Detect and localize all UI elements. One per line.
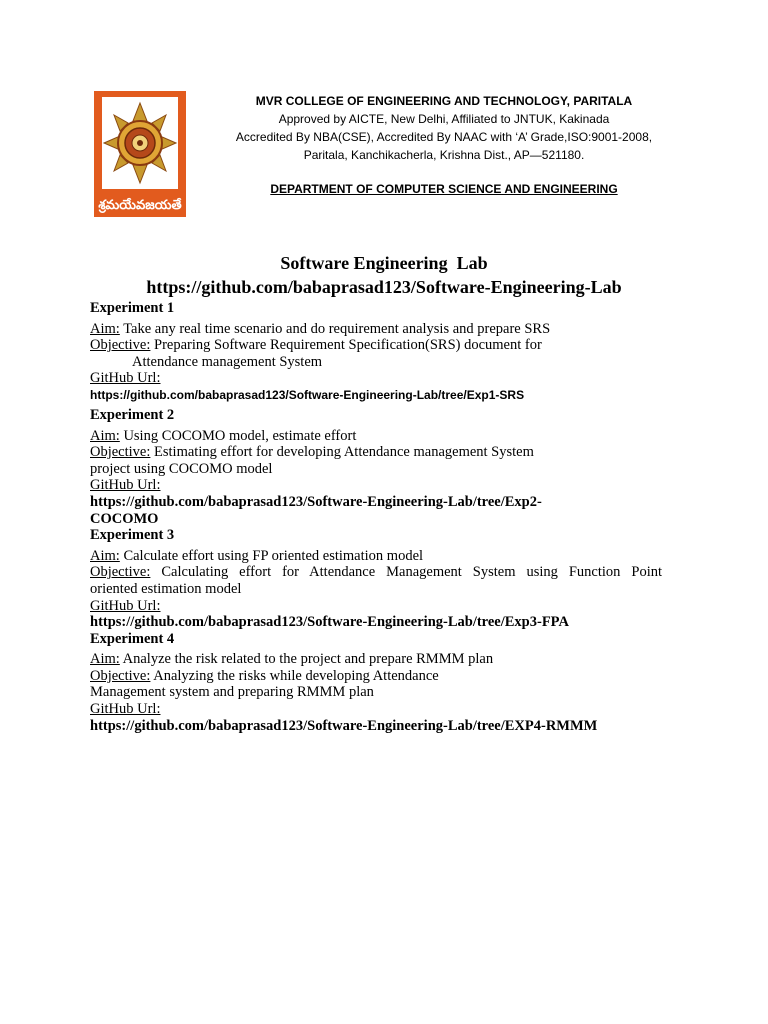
college-header — [206, 92, 682, 198]
github-url[interactable]: https://github.com/babaprasad123/Software-Engineering-Lab/tree/EXP4-RMMM — [90, 717, 598, 734]
aim-line — [90, 321, 662, 338]
github-url[interactable]: https://github.com/babaprasad123/Software-Engineering-Lab/tree/Exp1-SRS — [90, 387, 525, 402]
github-label: GitHub Url: — [90, 597, 161, 614]
address-line: Paritala, Kanchikacherla, Krishna Dist., AP—521180. — [303, 148, 585, 162]
experiment-4 — [90, 631, 662, 735]
objective-continuation: project using COCOMO model — [90, 460, 273, 477]
github-label: GitHub Url: — [90, 701, 161, 718]
experiment-title: Experiment 2 — [90, 406, 175, 423]
aim-line — [90, 428, 662, 445]
experiment-1 — [90, 300, 662, 403]
objective-text: Calculating effort for Attendance Management System using Function Point — [161, 564, 663, 581]
objective-line — [90, 444, 662, 461]
aim-label: Aim: — [90, 320, 120, 337]
aim-label: Aim: — [90, 547, 120, 564]
objective-text: Preparing Software Requirement Specification(SRS) document for — [154, 337, 542, 354]
objective-label: Objective: — [90, 444, 151, 461]
experiment-title: Experiment 4 — [90, 630, 175, 647]
aim-line — [90, 651, 662, 668]
aim-text: Analyze the risk related to the project and prepare RMMM plan — [122, 651, 494, 668]
objective-line — [90, 564, 662, 581]
aim-text: Take any real time scenario and do requirement analysis and prepare SRS — [123, 320, 551, 337]
aim-line — [90, 548, 662, 565]
experiment-title: Experiment 1 — [90, 300, 175, 316]
github-url[interactable]: https://github.com/babaprasad123/Software-Engineering-Lab/tree/Exp2- — [90, 493, 542, 510]
experiment-2 — [90, 407, 662, 527]
repo-url[interactable]: https://github.com/babaprasad123/Software-Engineering-Lab — [146, 277, 622, 297]
objective-text: Analyzing the risks while developing Attendance — [153, 667, 439, 684]
lab-name: Software Engineering Lab — [280, 253, 488, 273]
experiment-list — [90, 300, 662, 734]
github-url[interactable]: https://github.com/babaprasad123/Software-Engineering-Lab/tree/Exp3-FPA — [90, 614, 569, 631]
github-label: GitHub Url: — [90, 370, 161, 387]
aim-text: Using COCOMO model, estimate effort — [123, 427, 357, 444]
logo-motto: శ్రమయేవజయతే — [98, 198, 182, 213]
objective-label: Objective: — [90, 564, 151, 581]
objective-line — [90, 668, 662, 685]
aim-text: Calculate effort using FP oriented estimation model — [123, 547, 424, 564]
college-emblem-icon — [94, 91, 186, 217]
objective-label: Objective: — [90, 667, 151, 684]
objective-label: Objective: — [90, 337, 151, 354]
college-logo — [94, 91, 186, 217]
github-url-continuation[interactable]: COCOMO — [90, 510, 159, 527]
objective-continuation: Management system and preparing RMMM plan — [90, 684, 374, 701]
department-name: DEPARTMENT OF COMPUTER SCIENCE AND ENGINEERING — [270, 182, 618, 196]
experiment-3 — [90, 527, 662, 631]
objective-continuation: oriented estimation model — [90, 580, 242, 597]
aim-label: Aim: — [90, 651, 120, 668]
objective-line — [90, 337, 662, 354]
experiment-title: Experiment 3 — [90, 527, 175, 544]
accreditation-line: Accredited By NBA(CSE), Accredited By NAAC with ‘A’ Grade,ISO:9001-2008, — [235, 130, 653, 144]
github-label: GitHub Url: — [90, 477, 161, 494]
objective-continuation: Attendance management System — [132, 353, 323, 370]
college-name: MVR COLLEGE OF ENGINEERING AND TECHNOLOGY, PARITALA — [255, 94, 633, 108]
aim-label: Aim: — [90, 427, 120, 444]
objective-text: Estimating effort for developing Attendance management System — [154, 444, 534, 461]
document-title — [0, 251, 768, 299]
approval-line: Approved by AICTE, New Delhi, Affiliated to JNTUK, Kakinada — [278, 112, 610, 126]
